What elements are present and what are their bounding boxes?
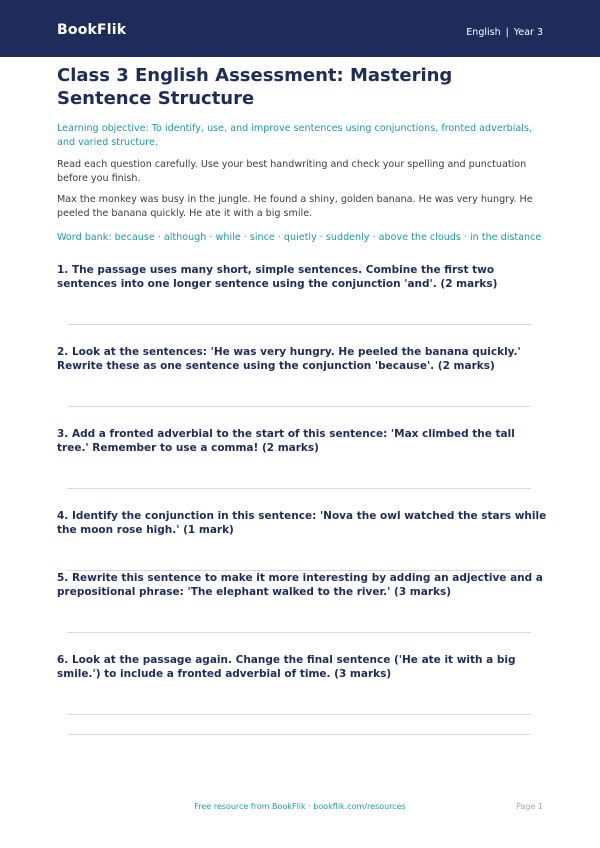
- learning-objective: Learning objective: To identify, use, and improve sentences using conjunctions, fronted adverbials, and varied structure.: [57, 123, 533, 148]
- reading-passage: Max the monkey was busy in the jungle. He found a shiny, golden banana. He was very hungry. He peeled the banana quickly. He ate it with a big smile.: [57, 194, 533, 219]
- answer-line[interactable]: [67, 734, 531, 735]
- question-2: 2. Look at the sentences: 'He was very hungry. He peeled the banana quickly.' Rewrite these as one sentence using the conjunction 'because'. (2 marks): [57, 346, 521, 372]
- page-header: [0, 0, 600, 57]
- subject-year-label: [466, 27, 543, 38]
- question-1: 1. The passage uses many short, simple sentences. Combine the first two sentences into one longer sentence using the conjunction 'and'. (2 marks): [57, 264, 498, 290]
- question-4: 4. Identify the conjunction in this sentence: 'Nova the owl watched the stars while the moon rose high.' (1 mark): [57, 510, 547, 536]
- answer-line[interactable]: [67, 714, 531, 715]
- answer-line[interactable]: [67, 488, 531, 489]
- question-6: 6. Look at the passage again. Change the final sentence ('He ate it with a big smile.') to include a fronted adverbial of time. (3 marks): [57, 654, 516, 680]
- answer-line[interactable]: [67, 324, 531, 325]
- answer-line[interactable]: [67, 632, 531, 633]
- brand-logo: BookFlik: [57, 22, 127, 38]
- divider: |: [505, 27, 509, 38]
- subject-label: English: [466, 27, 501, 38]
- page-title: Class 3 English Assessment: Mastering Sentence Structure: [57, 65, 453, 109]
- answer-line[interactable]: [67, 406, 531, 407]
- page-number: Page 1: [516, 802, 543, 811]
- footer-source: Free resource from BookFlik · bookflik.com/resources: [194, 802, 406, 811]
- question-5: 5. Rewrite this sentence to make it more interesting by adding an adjective and a prepositional phrase: 'The elephant walked to the river.' (3 marks): [57, 572, 543, 598]
- instructions: Read each question carefully. Use your best handwriting and check your spelling and punctuation before you finish.: [57, 159, 527, 184]
- word-bank: Word bank: because · although · while · since · quietly · suddenly · above the clouds · in the distance: [57, 232, 542, 243]
- question-3: 3. Add a fronted adverbial to the start of this sentence: 'Max climbed the tall tree.' Remember to use a comma! (2 marks): [57, 428, 515, 454]
- year-label: Year 3: [513, 27, 543, 38]
